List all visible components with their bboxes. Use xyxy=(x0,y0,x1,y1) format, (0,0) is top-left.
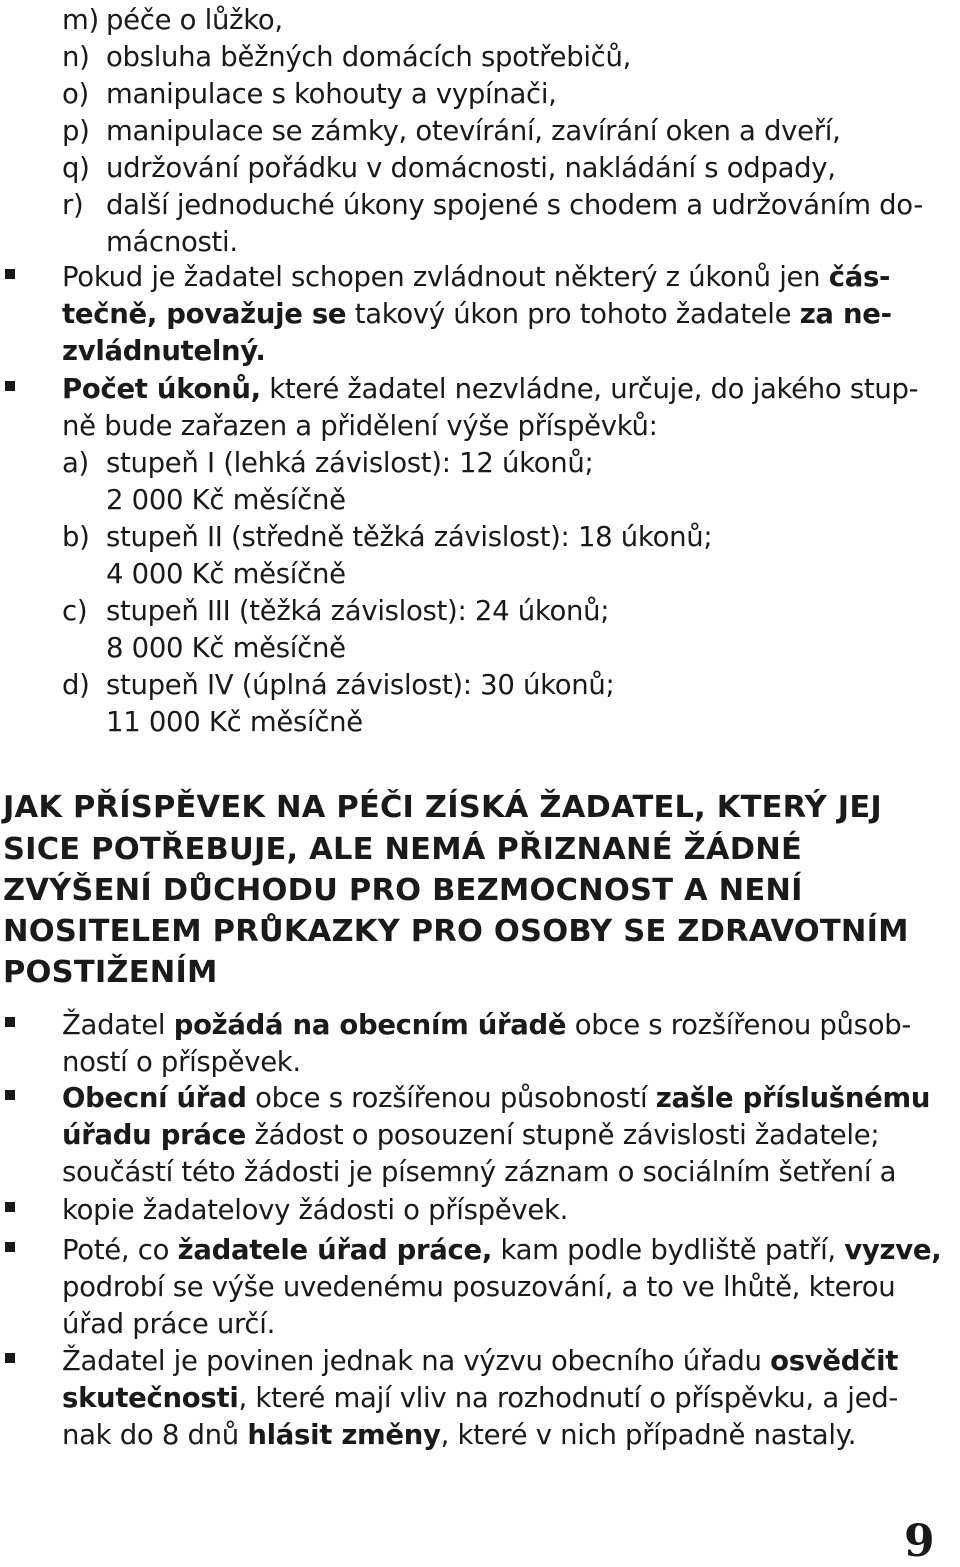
level-amount: 2 000 Kč měsíčně xyxy=(106,484,346,516)
step-line: Poté, co žadatele úřad práce, kam podle bydliště patří, vyzve, xyxy=(62,1234,942,1266)
list-item: p) manipulace se zámky, otevírání, zavírání oken a dveří, xyxy=(62,115,841,147)
bullet-square-icon xyxy=(5,381,15,391)
step-line: úřadu práce žádost o posouzení stupně závislosti žadatele; xyxy=(62,1119,880,1151)
list-item: q) udržování pořádku v domácnosti, nakládání s odpady, xyxy=(62,152,836,184)
section-heading-line: JAK PŘÍSPĚVEK NA PÉČI ZÍSKÁ ŽADATEL, KTERÝ JEJ xyxy=(3,790,882,825)
paragraph-line: Počet úkonů, které žadatel nezvládne, určuje, do jakého stup- xyxy=(62,373,919,405)
step-line: Obecní úřad obce s rozšířenou působností zašle příslušnému xyxy=(62,1082,931,1114)
step-line: skutečnosti, které mají vliv na rozhodnutí o příspěvku, a jed- xyxy=(62,1382,899,1414)
step-line: Žadatel je povinen jednak na výzvu obecního úřadu osvědčit xyxy=(62,1345,899,1377)
bullet-square-icon xyxy=(5,1202,15,1212)
section-heading-line: SICE POTŘEBUJE, ALE NEMÁ PŘIZNANÉ ŽÁDNÉ xyxy=(3,832,802,867)
step-line: nak do 8 dnů hlásit změny, které v nich případně nastaly. xyxy=(62,1419,857,1451)
list-item: o) manipulace s kohouty a vypínači, xyxy=(62,78,557,110)
list-item-continuation: mácnosti. xyxy=(106,226,238,258)
section-heading-line: POSTIŽENÍM xyxy=(3,955,218,990)
bullet-square-icon xyxy=(5,1090,15,1100)
bullet-square-icon xyxy=(5,1353,15,1363)
bullet-square-icon xyxy=(5,269,15,279)
level-item: b) stupeň II (středně těžká závislost): 18 úkonů; xyxy=(62,521,713,553)
list-item: r) další jednoduché úkony spojené s chodem a udržováním do- xyxy=(62,189,923,221)
paragraph-line: Pokud je žadatel schopen zvládnout některý z úkonů jen čás- xyxy=(62,261,891,293)
level-amount: 8 000 Kč měsíčně xyxy=(106,632,346,664)
section-heading-line: NOSITELEM PRŮKAZKY PRO OSOBY SE ZDRAVOTNÍM xyxy=(3,914,909,949)
paragraph-line: tečně, považuje se takový úkon pro tohoto žadatele za ne- xyxy=(62,298,892,330)
step-line: úřad práce určí. xyxy=(62,1308,276,1340)
level-item: a) stupeň I (lehká závislost): 12 úkonů; xyxy=(62,447,594,479)
bullet-square-icon xyxy=(5,1242,15,1252)
level-amount: 4 000 Kč měsíčně xyxy=(106,558,346,590)
level-amount: 11 000 Kč měsíčně xyxy=(106,706,363,738)
level-item: c) stupeň III (těžká závislost): 24 úkonů; xyxy=(62,595,610,627)
step-line: součástí této žádosti je písemný záznam o sociálním šetření a xyxy=(62,1156,897,1188)
paragraph-line: zvládnutelný. xyxy=(62,335,266,367)
step-line: ností o příspěvek. xyxy=(62,1046,301,1078)
bullet-square-icon xyxy=(5,1017,15,1027)
section-heading-line: ZVÝŠENÍ DŮCHODU PRO BEZMOCNOST A NENÍ xyxy=(3,873,803,908)
step-line: Žadatel požádá na obecním úřadě obce s rozšířenou působ- xyxy=(62,1009,912,1041)
list-item: m) péče o lůžko, xyxy=(62,4,283,36)
level-item: d) stupeň IV (úplná závislost): 30 úkonů; xyxy=(62,669,615,701)
page-number: 9 xyxy=(904,1516,935,1567)
paragraph-line: ně bude zařazen a přidělení výše příspěvků: xyxy=(62,410,658,442)
step-line: podrobí se výše uvedenému posuzování, a to ve lhůtě, kterou xyxy=(62,1271,896,1303)
step-line: kopie žadatelovy žádosti o příspěvek. xyxy=(62,1194,569,1226)
list-item: n) obsluha běžných domácích spotřebičů, xyxy=(62,41,632,73)
